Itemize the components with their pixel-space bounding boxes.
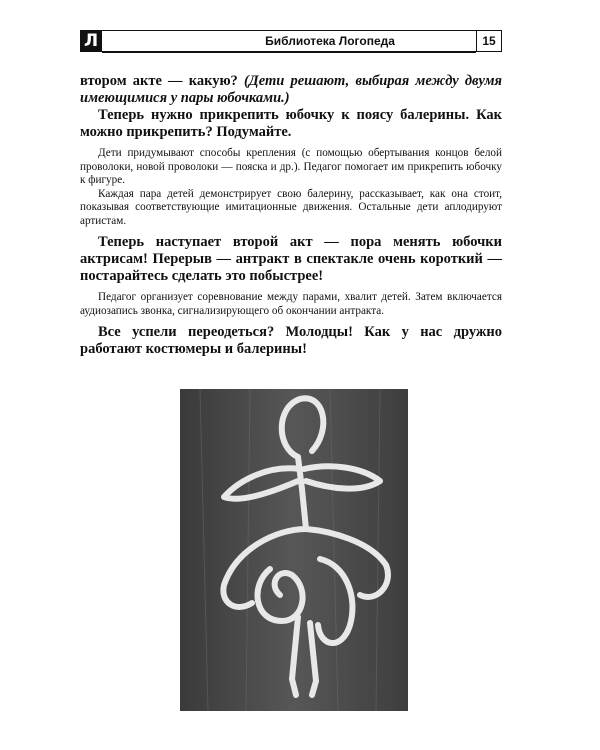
series-logo: Л [80, 30, 102, 52]
header-rule-top [102, 30, 476, 31]
paragraph-competition: Педагог организует соревнование между парами, хвалит детей. Затем включается аудиозапись звонка, сигнализирующего об окончании антракта. [80, 291, 502, 317]
page-number: 15 [476, 30, 502, 52]
series-title: Библиотека Логопеда [265, 34, 395, 48]
ballerina-photo [180, 389, 408, 711]
paragraph-attach-skirt: Теперь нужно прикрепить юбочку к поясу балерины. Как можно прикрепить? Подумайте. [80, 107, 502, 140]
running-header [80, 30, 502, 52]
wire-ballerina-figure [180, 389, 408, 711]
paragraph-italic-note: (Дети решают, выбирая между двумя имеющимися у пары юбочками.) [80, 73, 502, 106]
paragraph-everyone-changed: Все успели переодеться? Молодцы! Как у нас дружно работают костюмеры и балерины! [80, 324, 502, 357]
paragraph-demonstration: Каждая пара детей демонстрирует свою балерину, рассказывает, как она стоит, показывая соответствующие имитационные движения. Остальные дети аплодируют артистам. [80, 187, 502, 227]
paragraph-continuation [80, 73, 502, 107]
paragraph-second-act: Теперь наступает второй акт — пора менять юбочки актрисам! Перерыв — антракт в спектакле очень короткий — постарайтесь сделать это побыстрее! [80, 234, 502, 284]
header-rule-bottom [102, 51, 476, 53]
page-body [80, 73, 502, 358]
paragraph-lead: втором акте — какую? [80, 73, 244, 89]
paragraph-fastening-methods: Дети придумывают способы крепления (с помощью обертывания концов белой проволоки, новой проволоки — пояска и др.). Педагог помогает им прикрепить юбочку к фигуре. [80, 147, 502, 186]
